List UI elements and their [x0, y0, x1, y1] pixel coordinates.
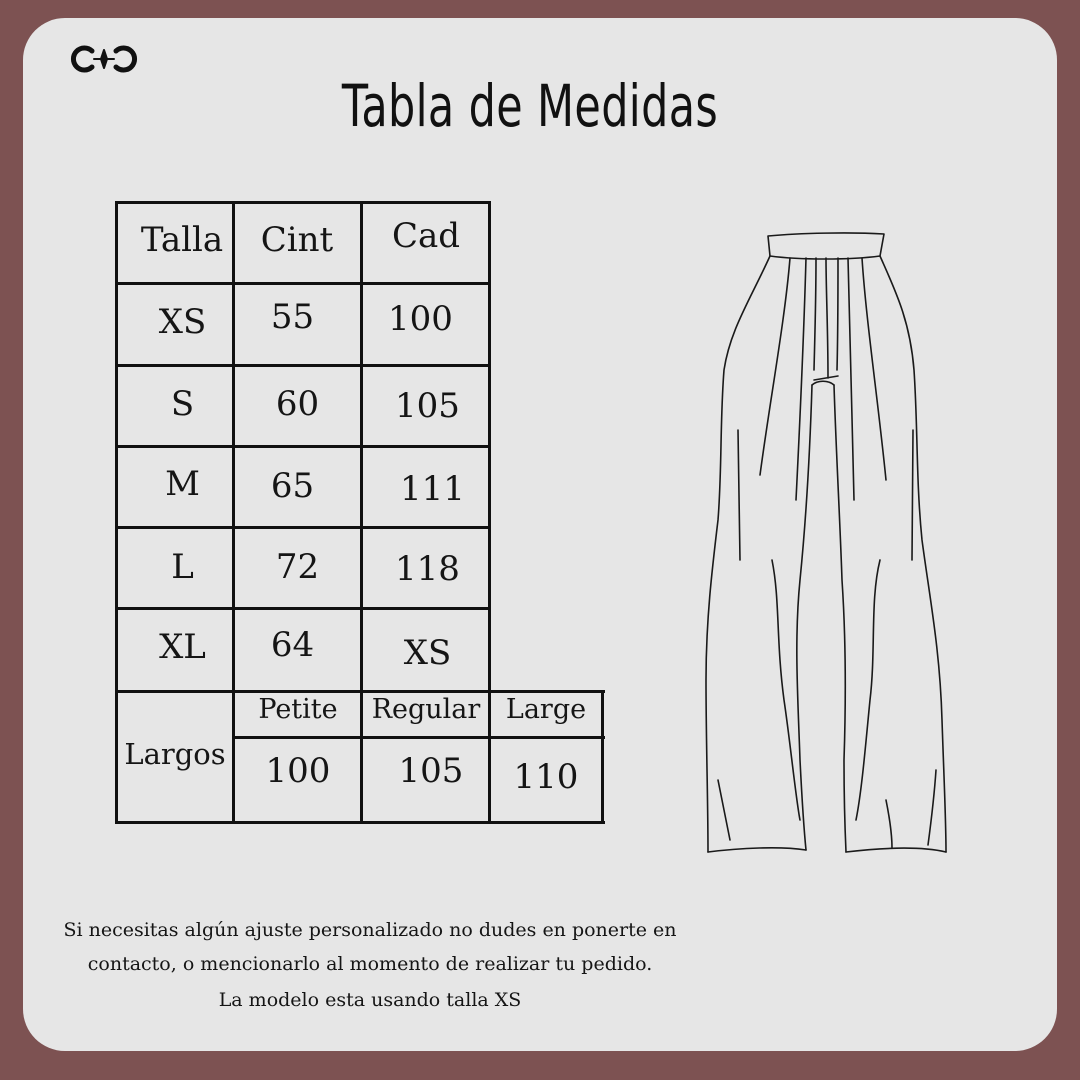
table-line [601, 690, 604, 824]
largos-value-petite: 100 [265, 751, 331, 791]
page-title: Tabla de Medidas [341, 72, 719, 140]
table-line [488, 201, 491, 693]
cc-sparkle-logo-icon [68, 42, 140, 76]
header-cad: Cad [391, 216, 461, 256]
cell-cint-xl: 64 [270, 625, 315, 665]
cell-size-xs: XS [158, 302, 207, 342]
cell-size-m: M [165, 464, 200, 504]
largos-header-large: Large [505, 694, 587, 725]
footer-text-line3: La modelo esta usando talla XS [218, 989, 522, 1011]
cell-cad-l: 118 [395, 549, 460, 589]
cell-size-l: L [171, 547, 194, 587]
table-line [115, 364, 491, 367]
table-line [115, 607, 491, 610]
largos-header-regular: Regular [371, 694, 481, 725]
table-line [115, 201, 118, 824]
table-line [232, 201, 235, 824]
cell-cint-l: 72 [275, 547, 320, 587]
header-cint: Cint [260, 220, 334, 260]
largos-header-petite: Petite [258, 694, 338, 725]
table-line [115, 282, 491, 285]
table-line [115, 201, 491, 204]
table-line [233, 736, 605, 739]
footer-text-line1: Si necesitas algún ajuste personalizado no dudes en ponerte en [63, 919, 677, 941]
cell-cad-s: 105 [395, 386, 460, 426]
wide-leg-pants-icon [680, 215, 960, 865]
cell-cint-xs: 55 [270, 297, 315, 337]
cell-cad-xl: XS [403, 633, 452, 673]
cell-size-s: S [170, 384, 195, 424]
cell-cad-m: 111 [400, 469, 465, 509]
largos-value-regular: 105 [398, 751, 464, 791]
table-line [115, 445, 491, 448]
header-talla: Talla [140, 220, 224, 260]
footer-text-line2: contacto, o mencionarlo al momento de realizar tu pedido. [87, 953, 653, 975]
largos-value-large: 110 [513, 757, 579, 797]
table-line [360, 201, 363, 824]
cell-cint-m: 65 [270, 466, 315, 506]
cell-size-xl: XL [159, 627, 206, 667]
largos-label: Largos [124, 737, 226, 771]
table-line [115, 526, 491, 529]
cell-cint-s: 60 [275, 384, 320, 424]
cell-cad-xs: 100 [388, 299, 453, 339]
